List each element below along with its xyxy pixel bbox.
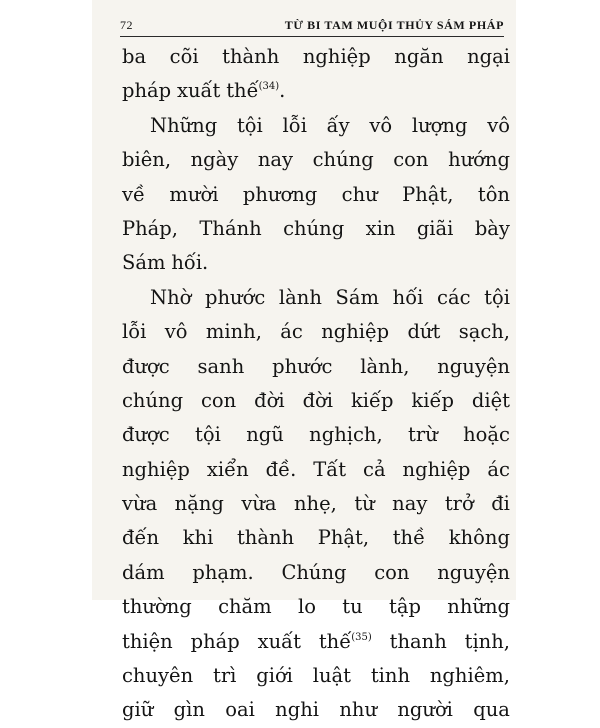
word: gìn: [173, 698, 205, 722]
word: những: [447, 595, 510, 619]
word: hoặc: [463, 423, 510, 447]
word: trở: [444, 492, 474, 516]
footnote-ref: (34): [258, 81, 280, 93]
word: thiện: [122, 629, 173, 653]
word: phương: [242, 182, 318, 206]
word: đến: [122, 526, 160, 550]
word: kiếp: [411, 388, 454, 412]
word: Sám: [122, 251, 166, 275]
word: bày: [474, 216, 510, 240]
word: tập: [389, 595, 421, 619]
word: Những: [150, 113, 218, 137]
word: tội: [195, 423, 221, 447]
word: ngại: [467, 45, 510, 68]
word: phạm.: [192, 560, 254, 584]
word: oai: [225, 698, 255, 722]
word: chư: [341, 182, 378, 206]
word: tinh: [370, 664, 411, 688]
word: cõi: [169, 45, 199, 68]
word: luật: [312, 664, 352, 688]
word: đời: [254, 388, 285, 412]
word: Tất: [313, 457, 347, 481]
word: minh,: [205, 320, 262, 344]
word: Phật,: [317, 526, 370, 550]
word: phước: [205, 285, 266, 309]
text-line: [122, 40, 510, 74]
word: con: [393, 148, 429, 172]
word: ngày: [190, 148, 239, 172]
word: về: [122, 182, 146, 206]
word: thề: [392, 526, 426, 550]
word: phước: [272, 354, 333, 378]
text-line: [122, 659, 510, 693]
word: con: [374, 560, 410, 584]
text-line: [122, 590, 510, 624]
word: khi: [182, 526, 214, 550]
word: thường: [122, 595, 192, 619]
word: trì: [212, 664, 237, 688]
word: nghiệp: [302, 45, 371, 68]
word: xin: [365, 216, 396, 240]
text-line: [122, 109, 510, 143]
word: thanh: [389, 629, 447, 653]
word: nghiệp: [122, 457, 190, 481]
word: cả: [363, 457, 386, 481]
word: nghiêm,: [429, 664, 510, 688]
word: không: [448, 526, 510, 550]
text-line: [122, 521, 510, 555]
footnote-ref: (35): [351, 631, 372, 643]
word: diệt: [471, 388, 510, 412]
word: giữ: [122, 698, 154, 722]
word: lo: [297, 595, 316, 619]
word: ngăn: [394, 45, 444, 68]
word: được: [122, 354, 170, 378]
word: chăm: [218, 595, 272, 619]
word: mười: [169, 182, 219, 206]
word: tội: [236, 113, 263, 137]
word: qua: [473, 698, 510, 722]
text-line: [122, 625, 510, 659]
word: Pháp,: [122, 216, 178, 240]
text-line: [122, 418, 510, 452]
text-line: [122, 212, 510, 246]
word: các: [437, 285, 471, 309]
text-line: [122, 556, 510, 590]
word: kiếp: [350, 388, 394, 412]
word: nghiệp: [321, 320, 390, 344]
word: tu: [342, 595, 363, 619]
word: nay: [392, 492, 428, 516]
word: hối.: [171, 251, 209, 275]
word: chúng: [312, 148, 374, 172]
word: như: [339, 698, 378, 722]
word: hối: [392, 285, 424, 309]
word: chuyên: [122, 664, 194, 688]
body-text: [122, 40, 510, 728]
word: thế$^{(34)}$.: [226, 79, 286, 103]
text-line: [122, 453, 510, 487]
word: ngũ: [246, 423, 284, 447]
word: đề.: [265, 457, 297, 481]
word: nay: [257, 148, 294, 172]
text-line: [122, 143, 510, 177]
text-line: [122, 74, 510, 108]
book-page: [92, 0, 516, 722]
word: thế$^{(35)}$: [318, 629, 372, 653]
word: vô: [487, 113, 510, 137]
word: biên,: [122, 148, 172, 172]
word: tội: [484, 285, 510, 309]
word: lỗi: [122, 320, 147, 344]
word: lành,: [360, 354, 410, 378]
word: nghi: [275, 698, 319, 722]
word: dám: [122, 560, 165, 584]
word: được: [122, 423, 170, 447]
word: thành: [236, 526, 295, 550]
word: vừa: [241, 492, 277, 516]
word: Sám: [335, 285, 380, 309]
word: sanh: [197, 354, 245, 378]
word: xiển: [206, 457, 249, 481]
word: vô: [369, 113, 393, 137]
word: giãi: [416, 216, 454, 240]
text-line: [122, 384, 510, 418]
text-line: [122, 350, 510, 384]
word: ấy: [326, 113, 350, 137]
word: hướng: [448, 148, 510, 172]
word: vừa: [122, 492, 158, 516]
word: tôn: [477, 182, 510, 206]
book-title: TỪ BI TAM MUỘI THỦY SÁM PHÁP: [284, 18, 504, 32]
word: nguyện: [437, 560, 510, 584]
word: pháp: [190, 629, 240, 653]
word: ác: [280, 320, 303, 344]
word: từ: [354, 492, 375, 516]
running-head: [92, 14, 516, 36]
word: trừ: [408, 423, 438, 447]
word: thành: [222, 45, 280, 68]
word: người: [397, 698, 453, 722]
text-line: [122, 315, 510, 349]
word: chúng: [283, 216, 345, 240]
word: nặng: [174, 492, 224, 516]
word: tịnh,: [464, 629, 510, 653]
word: lành: [278, 285, 322, 309]
word: Chúng: [281, 560, 347, 584]
word: con: [201, 388, 237, 412]
word: đi: [491, 492, 510, 516]
word: vô: [164, 320, 188, 344]
page-number: 72: [120, 18, 133, 32]
word: dứt: [407, 320, 441, 344]
word: giới: [256, 664, 293, 688]
word: xuất: [257, 629, 301, 653]
text-line: [122, 281, 510, 315]
word: nghịch,: [309, 423, 383, 447]
word: chúng: [122, 388, 184, 412]
word: nguyện: [437, 354, 510, 378]
word: nghiệp: [402, 457, 471, 481]
text-line: [122, 693, 510, 727]
word: lỗi: [282, 113, 307, 137]
word: xuất: [177, 79, 221, 103]
word: nhẹ,: [294, 492, 337, 516]
header-rule: [120, 36, 504, 37]
word: ba: [122, 45, 147, 68]
word: Thánh: [199, 216, 262, 240]
word: sạch,: [458, 320, 510, 344]
text-line: [122, 487, 510, 521]
word: Phật,: [402, 182, 454, 206]
text-line: [122, 246, 510, 280]
text-line: [122, 178, 510, 212]
word: ác: [487, 457, 510, 481]
word: lượng: [411, 113, 468, 137]
word: đời: [302, 388, 334, 412]
word: Nhờ: [150, 285, 192, 309]
word: pháp: [122, 79, 172, 103]
